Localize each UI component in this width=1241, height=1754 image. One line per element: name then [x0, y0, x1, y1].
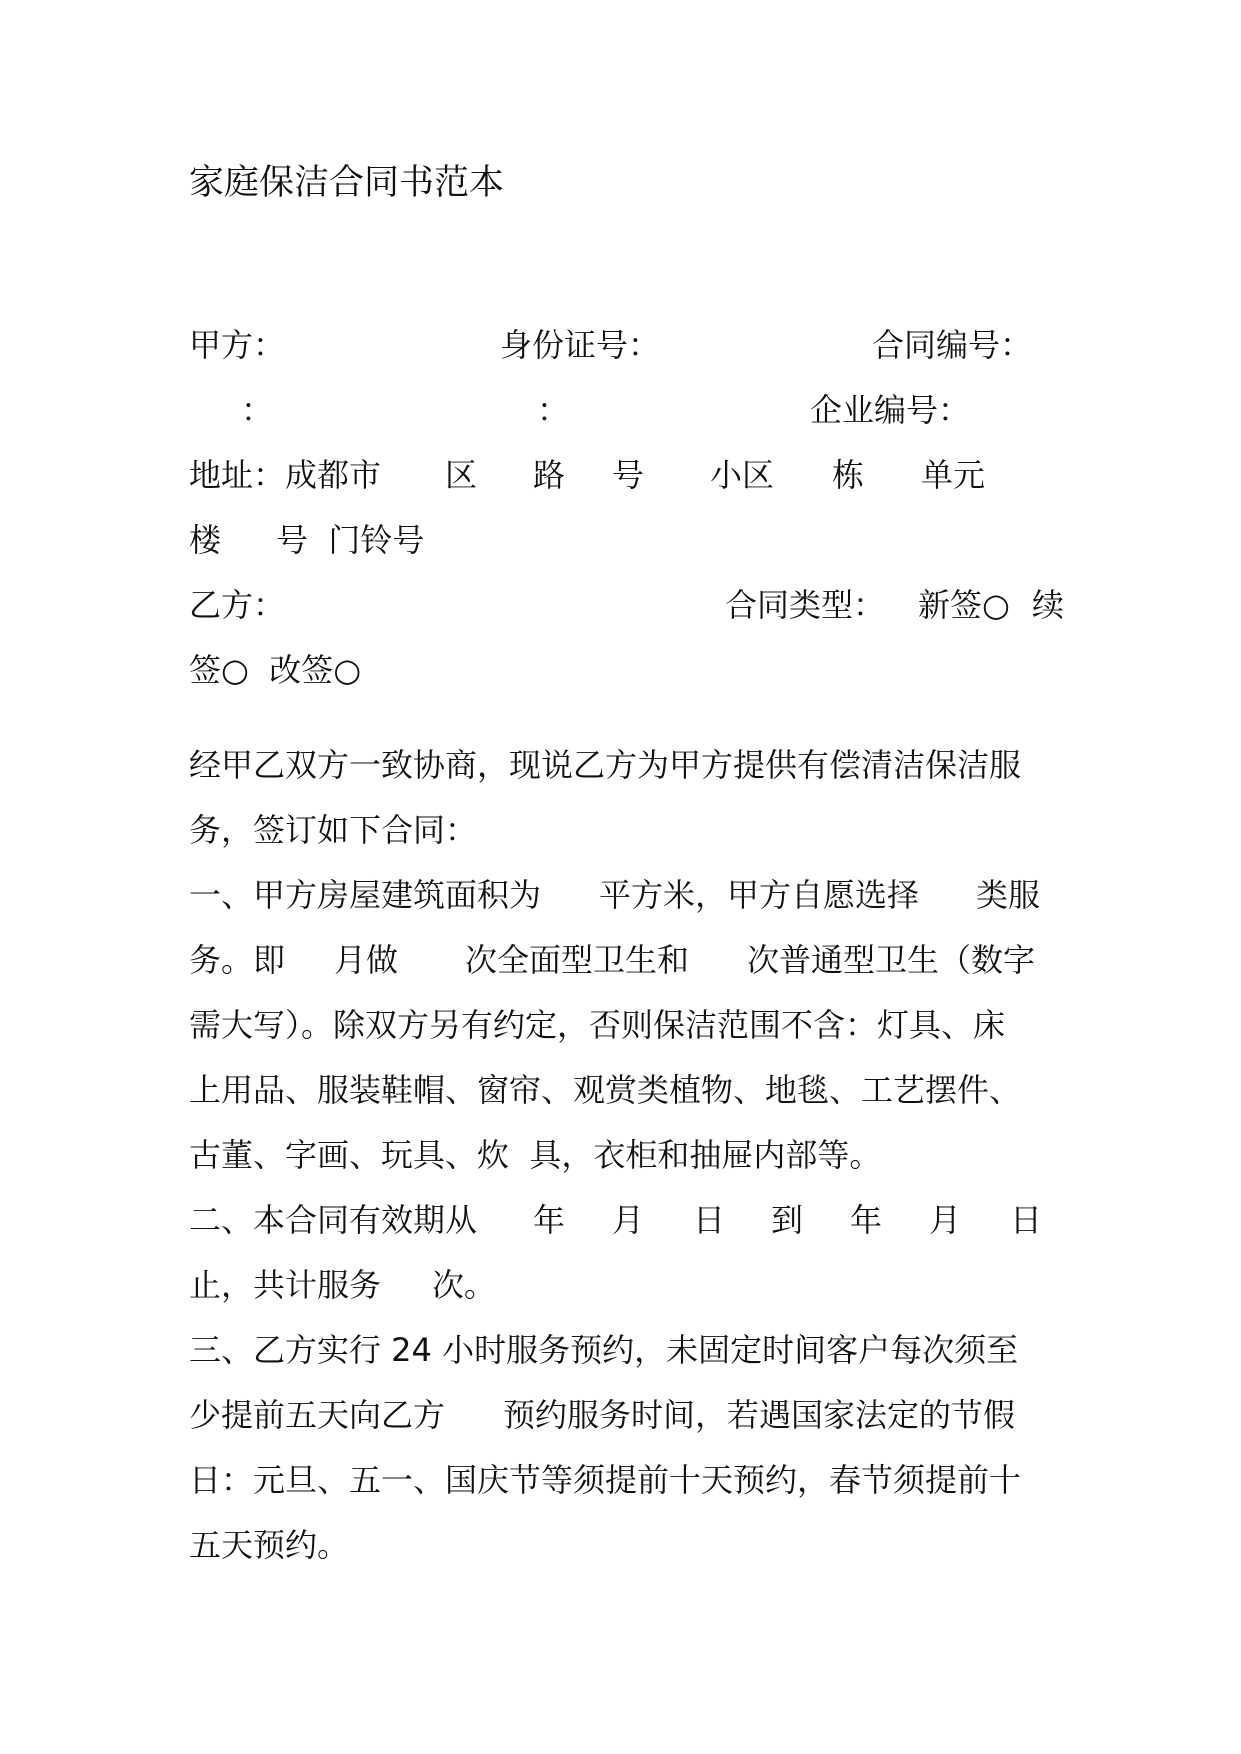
address-number: 号 — [612, 456, 645, 494]
document-title: 家庭保洁合同书范本 — [189, 163, 505, 203]
clause-1-line-2b: 月做 — [334, 941, 399, 979]
id-number-label: 身份证号： — [500, 326, 661, 364]
clause-1-line-2c: 次全面型卫生和 — [465, 941, 690, 979]
party-a-label: 甲方： — [189, 326, 286, 364]
clause-3-line-2b: 预约服务时间，若遇国家法定的节假 — [503, 1396, 1016, 1434]
clause-2-end-year: 年 — [850, 1201, 883, 1239]
clause-1-line-1c: 类服 — [976, 876, 1041, 914]
clause-1-line-4: 上用品、服装鞋帽、窗帘、观赏类植物、地毯、工艺摆件、 — [189, 1071, 1022, 1109]
enterprise-number-label: 企业编号： — [810, 391, 971, 429]
clause-2-start-day: 日 — [693, 1201, 726, 1239]
clause-2-line-2b: 次。 — [432, 1266, 497, 1304]
address-doorbell: 号 门铃号 — [276, 521, 425, 559]
clause-3-line-2a: 少提前五天向乙方 — [189, 1396, 446, 1434]
address-unit: 单元 — [921, 456, 986, 494]
intro-line-1: 经甲乙双方一致协商，现说乙方为甲方提供有偿清洁保洁服 — [189, 746, 1022, 784]
clause-1-line-3: 需大写）。除双方另有约定，否则保洁范围不含：灯具、床 — [189, 1006, 1006, 1044]
clause-2-start-month: 月 — [612, 1201, 645, 1239]
clause-2-line-2a: 止，共计服务 — [189, 1266, 382, 1304]
clause-2-line-1a: 二、本合同有效期从 — [189, 1201, 478, 1239]
contract-type-renew-start: 续 — [1032, 586, 1065, 624]
contract-type-new: 新签○ — [918, 586, 1010, 624]
clause-2-start-year: 年 — [533, 1201, 566, 1239]
address-floor: 楼 — [189, 521, 222, 559]
blank-colon-1: ： — [241, 391, 274, 429]
address-community: 小区 — [710, 456, 775, 494]
clause-1-line-1a: 一、甲方房屋建筑面积为 — [189, 876, 542, 914]
blank-colon-2: ： — [537, 391, 570, 429]
party-b-label: 乙方： — [189, 586, 286, 624]
contract-type-options: 签○ 改签○ — [189, 651, 362, 689]
address-label: 地址：成都市 — [189, 456, 382, 494]
clause-3-line-4: 五天预约。 — [189, 1526, 350, 1564]
contract-number-label: 合同编号： — [872, 326, 1033, 364]
contract-type-label: 合同类型： — [725, 586, 886, 624]
clause-1-line-2a: 务。即 — [189, 941, 286, 979]
address-district: 区 — [445, 456, 478, 494]
intro-line-2: 务，签订如下合同： — [189, 811, 478, 849]
clause-1-line-2d: 次普通型卫生（数字 — [747, 941, 1036, 979]
clause-1-line-5: 古董、字画、玩具、炊 具，衣柜和抽屉内部等。 — [189, 1136, 882, 1174]
clause-2-end-day: 日 — [1010, 1201, 1043, 1239]
address-building: 栋 — [832, 456, 865, 494]
clause-1-line-1b: 平方米，甲方自愿选择 — [599, 876, 920, 914]
clause-3-line-1: 三、乙方实行 24 小时服务预约，未固定时间客户每次须至 — [189, 1331, 1019, 1369]
clause-3-line-3: 日：元旦、五一、国庆节等须提前十天预约，春节须提前十 — [189, 1461, 1022, 1499]
clause-2-end-month: 月 — [929, 1201, 962, 1239]
clause-2-to: 到 — [771, 1201, 804, 1239]
address-road: 路 — [533, 456, 566, 494]
